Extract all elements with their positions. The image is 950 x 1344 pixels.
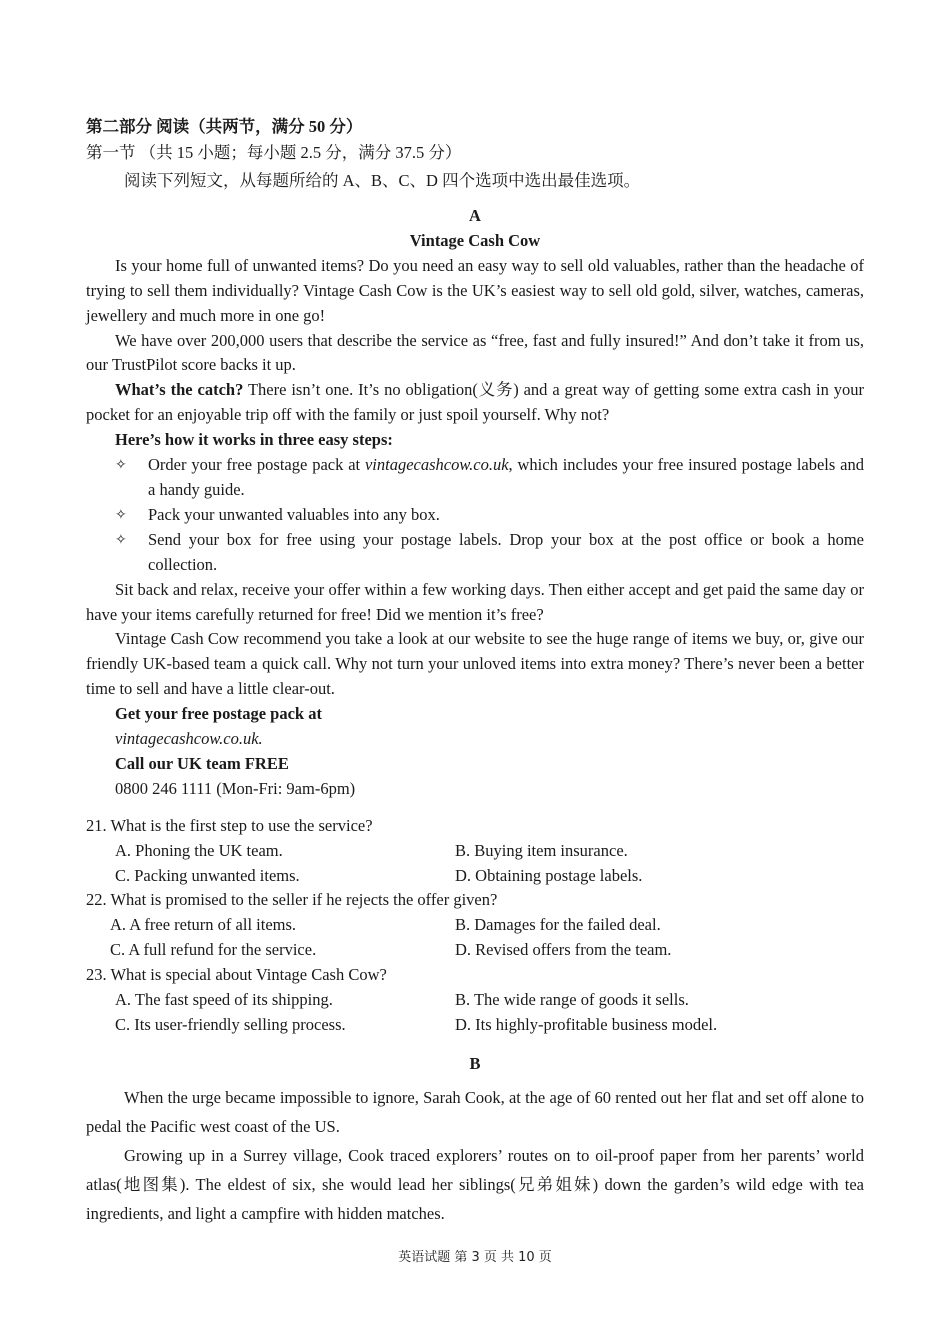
star-bullet-icon: ✧: [115, 457, 127, 474]
option-b: B. Buying item insurance.: [455, 840, 628, 860]
steps-heading: Here’s how it works in three easy steps:: [115, 430, 393, 450]
catch-text: There isn’t one. It’s no obligation(义务) and a great way of getting some extra cash in your pocket for an enjoyable trip off with the family or just spoil yourself. Why not?: [86, 380, 864, 425]
option-c: C. Its user-friendly selling process.: [115, 1015, 346, 1034]
cta-call: Call our UK team FREE: [115, 753, 289, 773]
page-footer: 英语试题 第 3 页 共 10 页: [398, 1250, 552, 1265]
step-1-link: vintagecashcow.co.uk: [364, 455, 509, 475]
section-subtitle: 第一节 （共 15 小题；每小题 2.5 分，满分 37.5 分）: [86, 143, 462, 162]
exam-page: [86, 114, 864, 1228]
contact-block: [86, 702, 864, 802]
passage-a-paragraph-1: Is your home full of unwanted items? Do you need an easy way to sell old valuables, rather than the headache of trying to sell them individually? Vintage Cash Cow is the UK’s easiest way to sell old gold, silver, watches, cameras, jewellery and much more in one go!: [86, 255, 864, 325]
step-3-text: Send your box for free using your postage labels. Drop your box at the post office or book a home collection.: [148, 529, 864, 574]
passage-a-title: Vintage Cash Cow: [409, 230, 541, 250]
star-bullet-icon: ✧: [115, 531, 127, 548]
website-link: vintagecashcow.co.uk.: [115, 729, 263, 749]
instruction: 阅读下列短文，从每题所给的 A、B、C、D 四个选项中选出最佳选项。: [124, 171, 641, 190]
option-c: C. A full refund for the service.: [110, 940, 317, 960]
phone-number: 0800 246 1111 (Mon-Fri: 9am-6pm): [115, 778, 356, 798]
passage-b-paragraph-1: When the urge became impossible to ignore, Sarah Cook, at the age of 60 rented out her flat and set off alone to pedal the Pacific west coast of the US.: [86, 1087, 864, 1136]
step-3: [86, 528, 864, 578]
question-stem: 22. What is promised to the seller if he rejects the offer given?: [86, 890, 498, 910]
catch-lead: What’s the catch?: [115, 380, 244, 400]
question-23: [86, 963, 864, 1038]
star-bullet-icon: ✧: [115, 506, 127, 523]
option-c: C. Packing unwanted items.: [115, 865, 300, 885]
passage-b-paragraph-2: Growing up in a Surrey village, Cook traced explorers’ routes on to oil-proof paper from her parents’ world atlas(地图集). The eldest of six, she would lead her siblings(兄弟姐妹) down the garden’s wild edge with tea ingredients, and light a campfire with hidden matches.: [86, 1145, 864, 1223]
step-2-text: Pack your unwanted valuables into any box.: [148, 504, 440, 524]
passage-a-paragraph-5: Vintage Cash Cow recommend you take a look at our website to see the huge range of items we buy, or, give our friendly UK-based team a quick call. Why not turn your unloved items into extra money? There’s never been a better time to sell and have a little clear-out.: [86, 629, 864, 699]
question-22: [86, 888, 864, 963]
option-a: A. Phoning the UK team.: [115, 840, 283, 860]
cta-postage: Get your free postage pack at: [115, 704, 322, 724]
passage-a-paragraph-3: [86, 378, 864, 428]
step-2: [86, 503, 864, 528]
step-1: [86, 453, 864, 503]
question-21: [86, 814, 864, 889]
option-d: D. Revised offers from the team.: [455, 940, 672, 960]
step-1-text-b: , which includes your free insured postage labels and a handy guide.: [148, 455, 864, 499]
question-stem: 23. What is special about Vintage Cash Cow?: [86, 965, 387, 985]
passage-a-paragraph-2: We have over 200,000 users that describe the service as “free, fast and fully insured!” And don’t take it from us, our TrustPilot score backs it up.: [86, 330, 864, 375]
option-a: A. The fast speed of its shipping.: [115, 990, 333, 1010]
option-d: D. Its highly-profitable business model.: [455, 1015, 718, 1034]
option-b: B. Damages for the failed deal.: [455, 915, 661, 935]
question-stem: 21. What is the first step to use the service?: [86, 815, 373, 835]
cta-website: [115, 727, 864, 752]
option-b: B. The wide range of goods it sells.: [455, 990, 689, 1010]
option-a: A. A free return of all items.: [110, 915, 297, 935]
option-d: D. Obtaining postage labels.: [455, 865, 643, 885]
section-title: 第二部分 阅读（共两节，满分 50 分）: [86, 117, 363, 136]
passage-a-label: A: [469, 206, 481, 225]
passage-a-paragraph-4: Sit back and relax, receive your offer within a few working days. Then either accept and get paid the same day or have your items carefully returned for free! Did we mention it’s free?: [86, 579, 864, 624]
step-1-text-a: Order your free postage pack at: [148, 455, 365, 475]
passage-b-label: B: [469, 1053, 481, 1073]
